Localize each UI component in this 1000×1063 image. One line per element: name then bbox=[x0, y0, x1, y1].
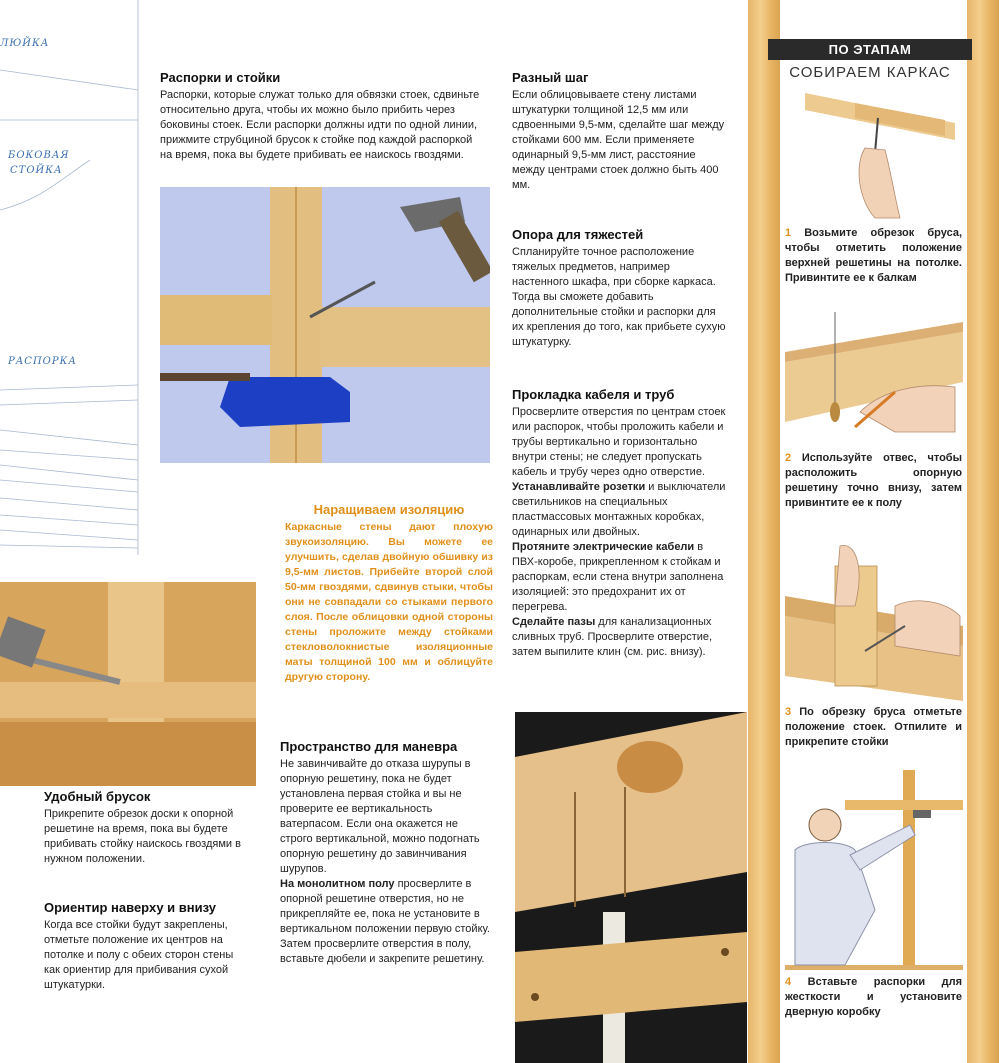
section-text: Распорки, которые служат только для обвязки стоек, сдвиньте относительно друга, чтобы их можно было прибить через боковины стоек. Если распорки должны идти по одной линии, прижмите струбциной брусок к стойке под каждой распоркой на время, пока вы будете прибивать ее наискось гвоздями. bbox=[160, 89, 480, 161]
photo-drill-illustration bbox=[0, 582, 256, 786]
section-stud-spacing bbox=[512, 70, 727, 193]
step-4-image bbox=[785, 770, 963, 970]
text-part: и выключатели светильников на специальных пластмассовых монтажных коробках, одинарных или двойных. bbox=[512, 481, 726, 538]
step-1-image bbox=[785, 88, 963, 220]
text-bold: На монолитном полу bbox=[280, 878, 395, 890]
section-text: Когда все стойки будут закреплены, отметьте положение их центров на потолке и полу с обеих сторон стены как ориентир для прибивания сухой штукатурки. bbox=[44, 919, 234, 991]
step-number: 3 bbox=[785, 706, 792, 718]
text-bold: Сделайте пазы bbox=[512, 616, 596, 628]
section-adjust-room bbox=[280, 739, 492, 967]
section-title: Разный шаг bbox=[512, 70, 589, 85]
text-part: Просверлите отверстия по центрам стоек или распорок, чтобы проложить кабели и трубы вертикально и горизонтально внутри стены; не следует пропускать кабель и трубу через одно отверстие. bbox=[512, 406, 726, 478]
diagram-label-side-1: БОКОВАЯ bbox=[8, 150, 70, 161]
section-title: Удобный брусок bbox=[44, 789, 151, 804]
diagram-lines bbox=[0, 0, 140, 560]
step-3-image bbox=[785, 526, 963, 701]
diagram-label-top: ЛЮЙКА bbox=[0, 38, 50, 49]
step-3-text bbox=[785, 705, 962, 750]
photo-clamp-illustration bbox=[160, 187, 490, 463]
step-description: По обрезку бруса отметьте положение стоек. Отпилите и прикрепите стойки bbox=[785, 706, 962, 748]
section-cables-pipes bbox=[512, 387, 728, 660]
section-title: Наращиваем изоляцию bbox=[313, 502, 465, 517]
section-text bbox=[512, 405, 728, 660]
step-1-text bbox=[785, 226, 962, 286]
section-spacers-studs bbox=[160, 70, 485, 163]
section-text: Спланируйте точное расположение тяжелых предметов, например настенного шкафа, при сборке каркаса. Тогда вы сможете добавить дополнительные стойки и распорки для их крепления до того, как прибьете сухую штукатурку. bbox=[512, 246, 726, 348]
text-part: для канализационных сливных труб. Просверлите отверстие, затем выпилите клин (см. рис. внизу). bbox=[512, 616, 713, 658]
section-insulation bbox=[285, 502, 493, 685]
section-title: Прокладка кабеля и труб bbox=[512, 387, 675, 402]
section-top-bottom-guide bbox=[44, 900, 244, 993]
step-number: 4 bbox=[785, 976, 792, 988]
step-2-text bbox=[785, 451, 962, 511]
section-text bbox=[280, 757, 492, 967]
text-part: в ПВХ-коробе, прикрепленном к стойкам и распоркам, если стена внутри заполнена изоляцией: это предохранит их от перегрева. bbox=[512, 541, 724, 613]
step-1-illustration bbox=[785, 88, 963, 220]
text-bold: Протяните электрические кабели bbox=[512, 541, 695, 553]
section-heavy-support bbox=[512, 227, 727, 350]
photo-drill-stud bbox=[0, 582, 256, 786]
step-3-illustration bbox=[785, 526, 963, 701]
wall-frame-diagram bbox=[0, 0, 140, 560]
step-description: Возьмите обрезок бруса, чтобы отметить положение верхней решетины на потолке. Привинтите ее к балкам bbox=[785, 227, 962, 284]
photo-notched-beam-pipe bbox=[515, 712, 747, 1063]
section-title: Ориентир наверху и внизу bbox=[44, 900, 216, 915]
section-text: Каркасные стены дают плохую звукоизоляцию. Вы можете ее улучшить, сделав двойную обшивку из 9,5-мм листов. Прибейте второй слой 50-мм гвоздями, сдвинув стыки, чтобы они не совпадали со стыками первого слоя. После облицовки одной стороны стены проложите между стойками стекловолокнистые изоляционные маты толщиной 100 мм и облицуйте другую сторону. bbox=[285, 521, 493, 683]
step-description: Используйте отвес, чтобы расположить опорную решетину точно внизу, затем привинтите ее к полу bbox=[785, 452, 962, 509]
sidebar-wood-strip-right bbox=[967, 0, 999, 1063]
photo-clamp-hammer bbox=[160, 187, 490, 463]
step-2-illustration bbox=[785, 312, 963, 442]
section-text: Если облицовываете стену листами штукатурки толщиной 12,5 мм или сдвоенными 9,5-мм, сделайте шаг между стойками 600 мм. Если применяете одинарный 9,5-мм лист, расстояние между центрами стоек должно быть 400 мм. bbox=[512, 89, 725, 191]
section-title: Распорки и стойки bbox=[160, 70, 281, 85]
section-text: Прикрепите обрезок доски к опорной решетине на время, пока вы будете прибивать стойку наискось гвоздями в нужном положении. bbox=[44, 808, 241, 865]
sidebar-wood-strip-left bbox=[748, 0, 780, 1063]
text-part: просверлите в опорной решетине отверстия, но не прикрепляйте ее, пока не установите в вертикальном положении первую стойку. Затем просверлите отверстия в полу, вставьте дюбели и закрепите решетину. bbox=[280, 878, 490, 965]
step-description: Вставьте распорки для жесткости и установите дверную коробку bbox=[785, 976, 962, 1018]
step-number: 1 bbox=[785, 227, 792, 239]
sidebar-header: ПО ЭТАПАМ bbox=[768, 39, 972, 60]
diagram-label-side-2: СТОЙКА bbox=[10, 165, 63, 176]
photo-pipe-illustration bbox=[515, 712, 747, 1063]
step-4-illustration bbox=[785, 770, 963, 970]
diagram-label-spacer: РАСПОРКА bbox=[8, 356, 77, 367]
sidebar-subheader: СОБИРАЕМ КАРКАС bbox=[789, 64, 951, 81]
text-part: Не завинчивайте до отказа шурупы в опорную решетину, пока не будет установлена первая стойка и вы не проверите ее вертикальность ватерпасом. Если она окажется не строго вертикальной, можно подогнать опорную решетину до завинчивания шурупов. bbox=[280, 758, 480, 875]
step-number: 2 bbox=[785, 452, 792, 464]
step-4-text bbox=[785, 975, 962, 1020]
section-handy-block bbox=[44, 789, 244, 867]
step-2-image bbox=[785, 312, 963, 442]
text-bold: Устанавливайте розетки bbox=[512, 481, 646, 493]
section-title: Опора для тяжестей bbox=[512, 227, 644, 242]
section-title: Пространство для маневра bbox=[280, 739, 458, 754]
